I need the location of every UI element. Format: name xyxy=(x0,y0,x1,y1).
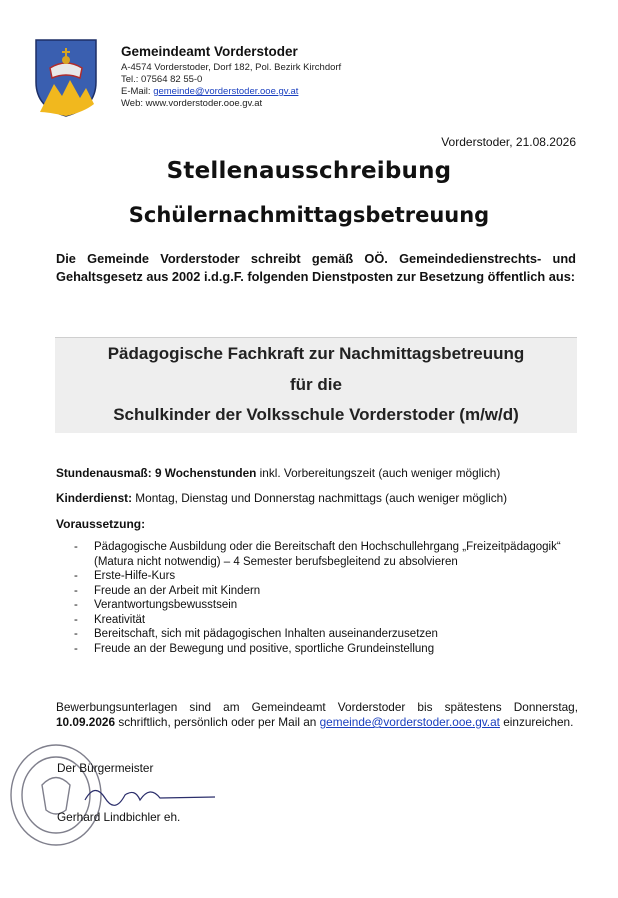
list-item: - Erste-Hilfe-Kurs xyxy=(74,570,176,582)
intro-paragraph: Die Gemeinde Vorderstoder schreibt gemäß OÖ. Gemeindedienstrechts- und Gehaltsgesetz aus 2002 i.d.g.F. folgenden Dienstposten zur Besetzung öffentlich aus: xyxy=(56,251,576,284)
list-item: - Verantwortungsbewusstsein xyxy=(74,599,238,611)
organization-address: A-4574 Vorderstoder, Dorf 182, Pol. Bezirk Kirchdorf xyxy=(121,62,342,73)
application-email-link[interactable]: gemeinde@vorderstoder.ooe.gv.at xyxy=(319,715,500,729)
requirements-label: Voraussetzung: xyxy=(56,517,146,531)
hours-row xyxy=(56,466,500,480)
document-subtitle: Schülernachmittagsbetreuung xyxy=(128,203,490,227)
header-email-link[interactable]: gemeinde@vorderstoder.ooe.gv.at xyxy=(153,86,299,97)
requirements-list xyxy=(74,540,574,656)
duty-text: Montag, Dienstag und Donnerstag nachmittags (auch weniger möglich) xyxy=(132,491,508,505)
position-line-2: für die xyxy=(290,375,342,394)
organization-name: Gemeindeamt Vorderstoder xyxy=(121,44,298,59)
application-paragraph: Bewerbungsunterlagen sind am Gemeindeamt Vorderstoder bis spätestens Donnerstag, 10.09.2026 schriftlich, persönlich oder per Mail an gemeinde@vorderstoder.ooe.gv.at einzureichen. xyxy=(56,700,578,729)
organization-phone: Tel.: 07564 82 55-0 xyxy=(121,74,203,85)
signatory-title: Der Bürgermeister xyxy=(57,761,154,775)
organization-email-line xyxy=(121,86,298,97)
hours-label: Stundenausmaß: 9 Wochenstunden xyxy=(56,466,257,480)
list-item: - Pädagogische Ausbildung oder die Bereitschaft den Hochschullehrgang „Freizeitpädagogik“ (Matura nicht notwendig) – 4 Semester berufsbegleitend zu absolvieren xyxy=(74,541,561,568)
application-deadline: 10.09.2026 xyxy=(56,715,116,729)
coat-of-arms-icon xyxy=(34,38,98,118)
list-item: - Freude an der Bewegung und positive, sportliche Grundeinstellung xyxy=(74,642,435,655)
document-date: Vorderstoder, 21.08.2026 xyxy=(441,135,576,149)
document-title: Stellenausschreibung xyxy=(166,158,452,184)
position-box xyxy=(55,337,577,433)
list-item: - Kreativität xyxy=(74,613,146,626)
organization-web: Web: www.vorderstoder.ooe.gv.at xyxy=(121,98,263,109)
list-item: - Bereitschaft, sich mit pädagogischen Inhalten auseinanderzusetzen xyxy=(74,628,438,640)
signatory-name: Gerhard Lindbichler eh. xyxy=(57,810,181,824)
hours-text: inkl. Vorbereitungszeit (auch weniger möglich) xyxy=(256,466,501,480)
duty-row xyxy=(56,491,507,505)
email-label: E-Mail: xyxy=(121,86,154,97)
position-line-3: Schulkinder der Volksschule Vorderstoder (m/w/d) xyxy=(113,405,519,424)
position-line-1: Pädagogische Fachkraft zur Nachmittagsbetreuung xyxy=(107,344,525,363)
list-item: - Freude an der Arbeit mit Kindern xyxy=(74,584,261,597)
signature-icon xyxy=(80,780,220,810)
duty-label: Kinderdienst: xyxy=(56,491,133,505)
